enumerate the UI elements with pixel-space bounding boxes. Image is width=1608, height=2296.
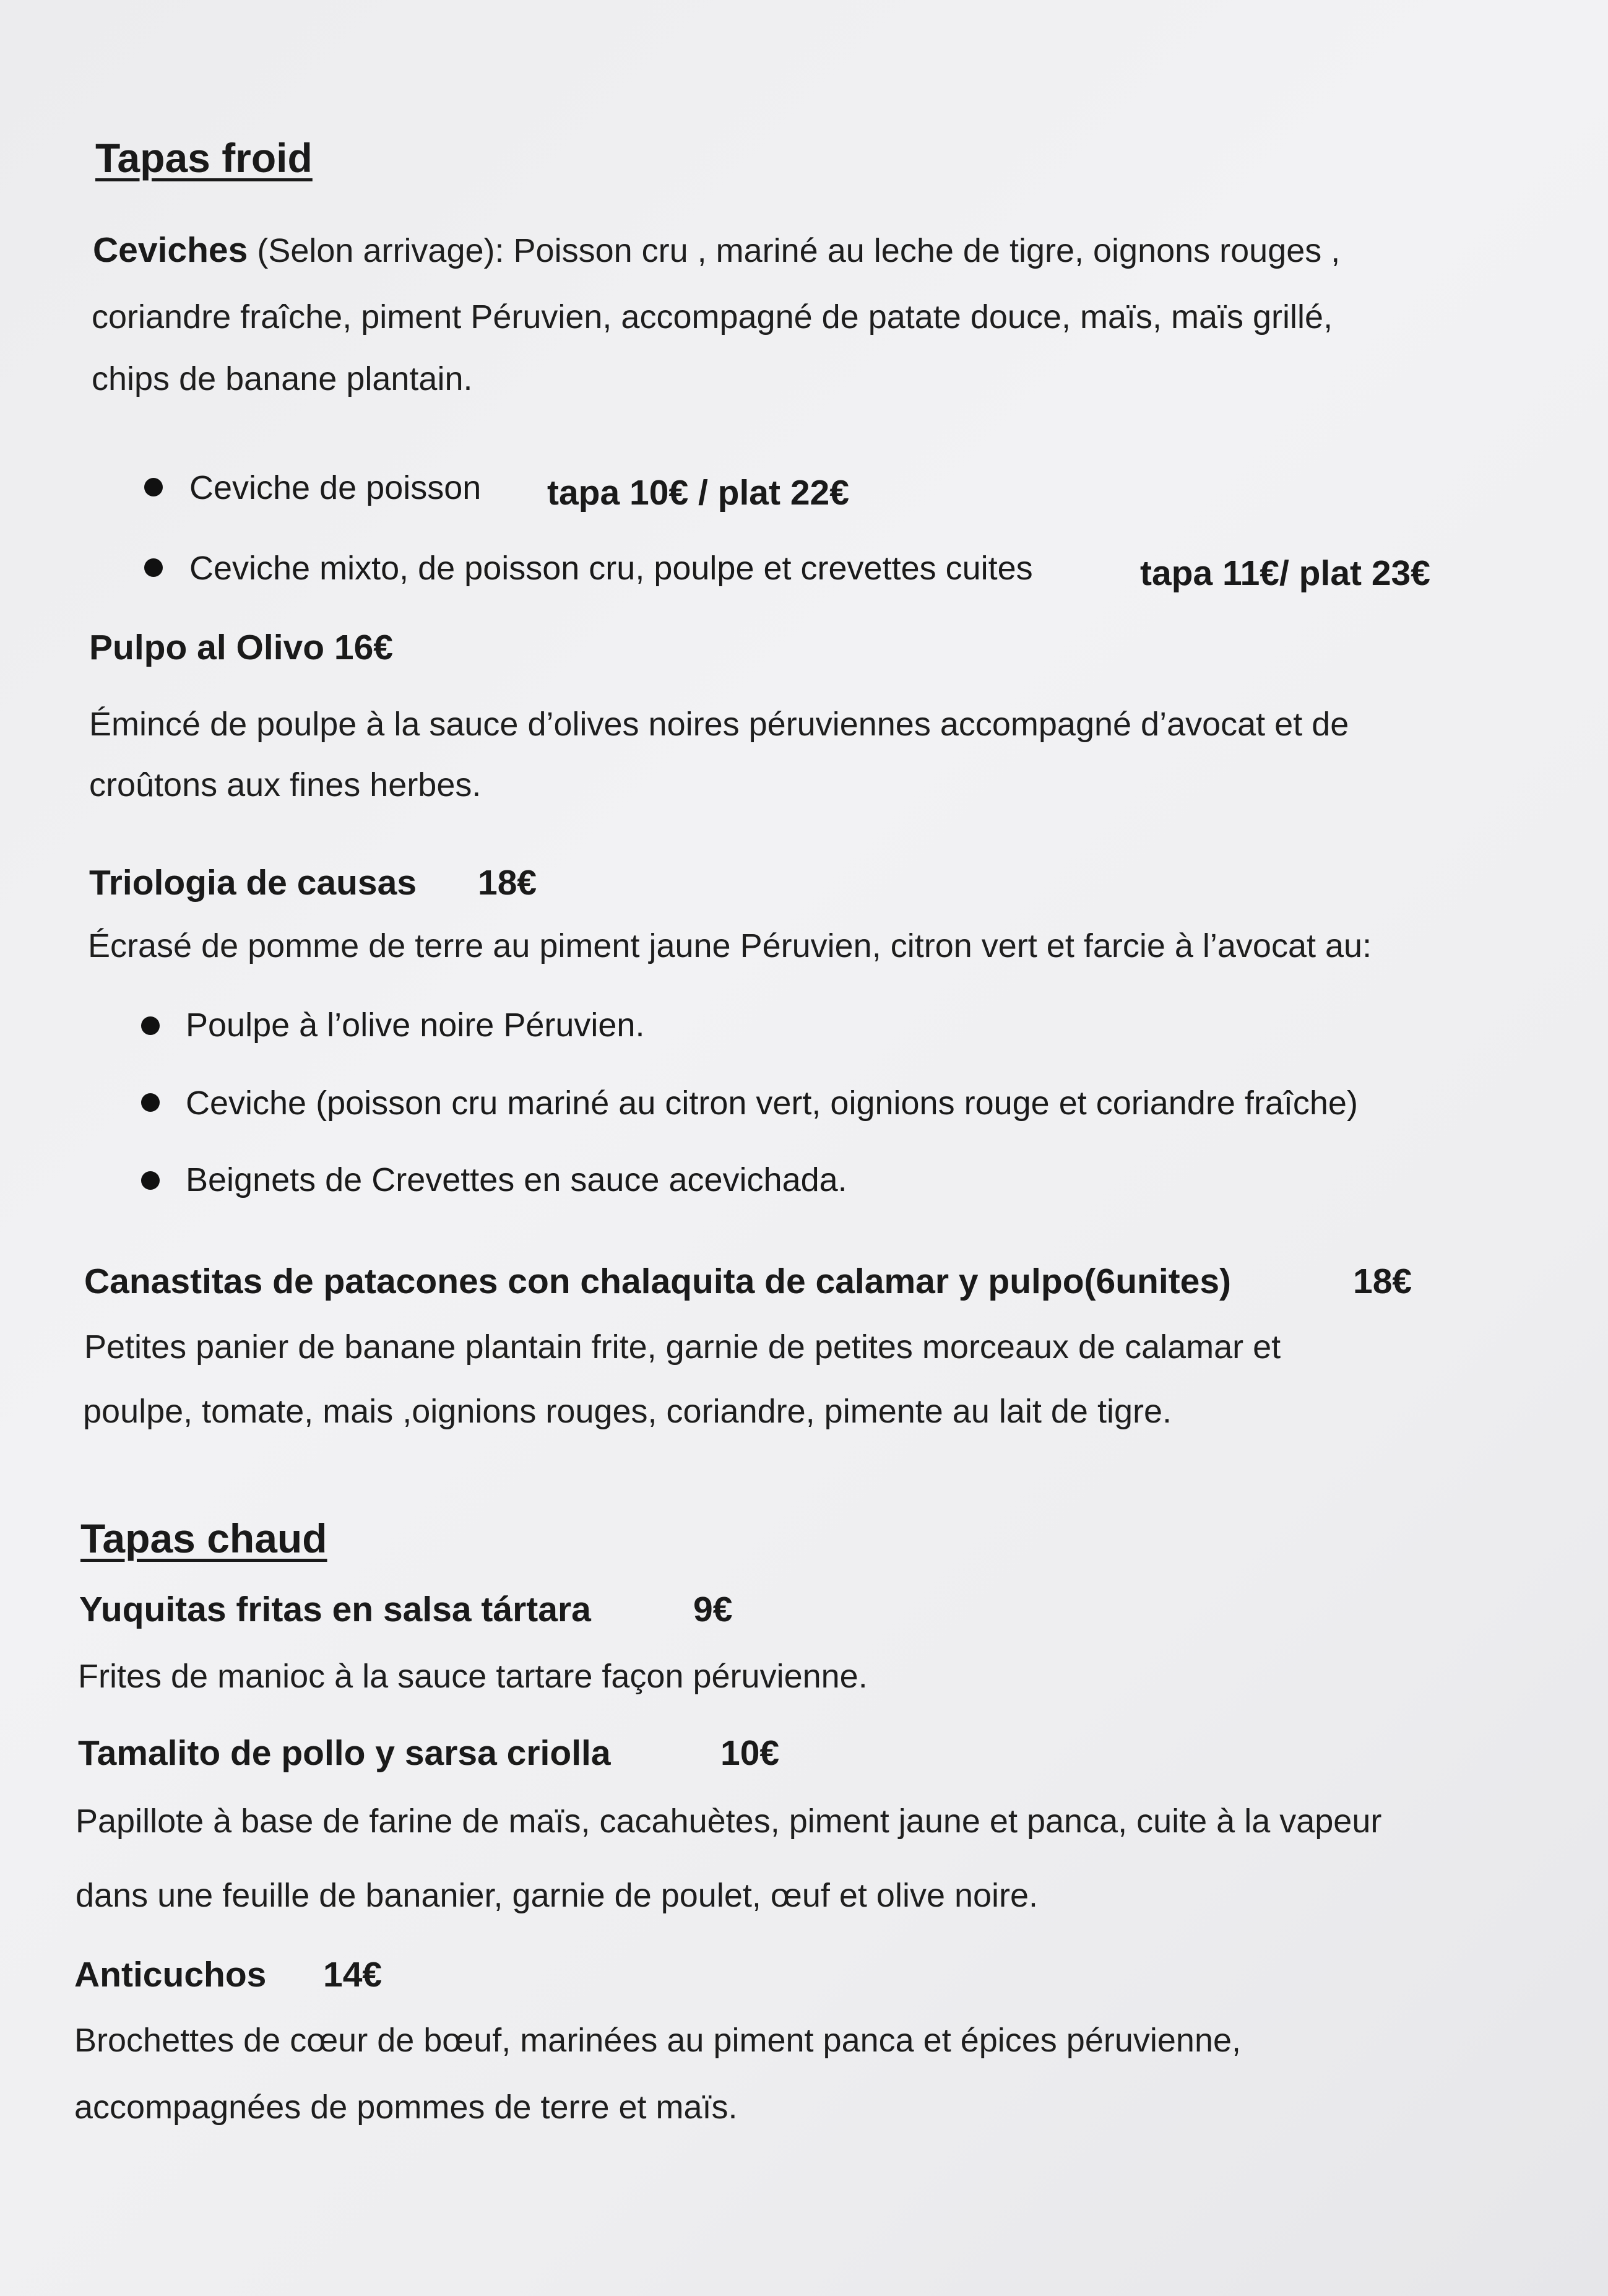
triologia-item-3: Beignets de Crevettes en sauce acevichada.: [186, 1161, 847, 1198]
anticuchos-desc-line-2: accompagnées de pommes de terre et maïs.: [74, 2089, 738, 2126]
anticuchos-price: 14€: [323, 1955, 383, 1995]
pulpo-desc-line-1: Émincé de poulpe à la sauce d’olives noires péruviennes accompagné d’avocat et de: [89, 706, 1349, 743]
triologia-item-2: Ceviche (poisson cru mariné au citron vert, oignions rouge et coriandre fraîche): [186, 1085, 1358, 1122]
bullet-icon: [141, 1171, 160, 1190]
tamalito-desc-line-2: dans une feuille de bananier, garnie de poulet, œuf et olive noire.: [76, 1877, 1039, 1914]
ceviche-item-2-label: Ceviche mixto, de poisson cru, poulpe et crevettes cuites: [189, 550, 1033, 587]
anticuchos-name: Anticuchos: [74, 1955, 267, 1995]
triologia-item-1: Poulpe à l’olive noire Péruvien.: [186, 1007, 645, 1044]
section-title-tapas-chaud: Tapas chaud: [80, 1515, 327, 1561]
ceviche-item-1-price: tapa 10€ / plat 22€: [547, 473, 849, 513]
ceviches-desc-line-3: chips de banane plantain.: [92, 360, 473, 397]
canastitas-desc-line-1: Petites panier de banane plantain frite, garnie de petites morceaux de calamar et: [84, 1328, 1281, 1366]
tamalito-name: Tamalito de pollo y sarsa criolla: [78, 1733, 611, 1773]
canastitas-name: Canastitas de patacones con chalaquita de calamar y pulpo(6unites): [84, 1262, 1232, 1301]
tamalito-desc-line-1: Papillote à base de farine de maïs, cacahuètes, piment jaune et panca, cuite à la vapeur: [76, 1803, 1382, 1840]
bullet-icon: [144, 558, 163, 577]
ceviches-note: (Selon arrivage): [257, 232, 495, 269]
canastitas-desc-line-2: poulpe, tomate, mais ,oignions rouges, coriandre, pimente au lait de tigre.: [83, 1393, 1172, 1430]
yuquitas-name: Yuquitas fritas en salsa tártara: [79, 1590, 591, 1629]
tamalito-price: 10€: [720, 1733, 780, 1773]
ceviches-name: Ceviches: [93, 230, 248, 270]
pulpo-name: Pulpo al Olivo 16€: [89, 628, 393, 667]
bullet-icon: [141, 1093, 160, 1112]
triologia-name: Triologia de causas: [89, 863, 417, 903]
triologia-desc: Écrasé de pomme de terre au piment jaune Péruvien, citron vert et farcie à l’avocat au:: [88, 927, 1372, 964]
ceviches-heading: [93, 229, 1340, 271]
section-title-tapas-froid: Tapas froid: [95, 135, 313, 181]
bullet-icon: [144, 478, 163, 496]
ceviche-item-1-label: Ceviche de poisson: [189, 469, 482, 506]
anticuchos-desc-line-1: Brochettes de cœur de bœuf, marinées au piment panca et épices péruvienne,: [74, 2022, 1242, 2059]
canastitas-price: 18€: [1353, 1262, 1412, 1301]
ceviches-desc-line-2: coriandre fraîche, piment Péruvien, accompagné de patate douce, maïs, maïs grillé,: [92, 298, 1333, 336]
triologia-price: 18€: [478, 863, 537, 903]
pulpo-desc-line-2: croûtons aux fines herbes.: [89, 766, 482, 804]
bullet-icon: [141, 1016, 160, 1035]
yuquitas-desc: Frites de manioc à la sauce tartare façon péruvienne.: [78, 1658, 868, 1695]
yuquitas-price: 9€: [693, 1590, 733, 1629]
ceviches-desc-line-1: : Poisson cru , mariné au leche de tigre, oignons rouges ,: [495, 232, 1341, 269]
ceviche-item-2-price: tapa 11€/ plat 23€: [1140, 553, 1430, 593]
